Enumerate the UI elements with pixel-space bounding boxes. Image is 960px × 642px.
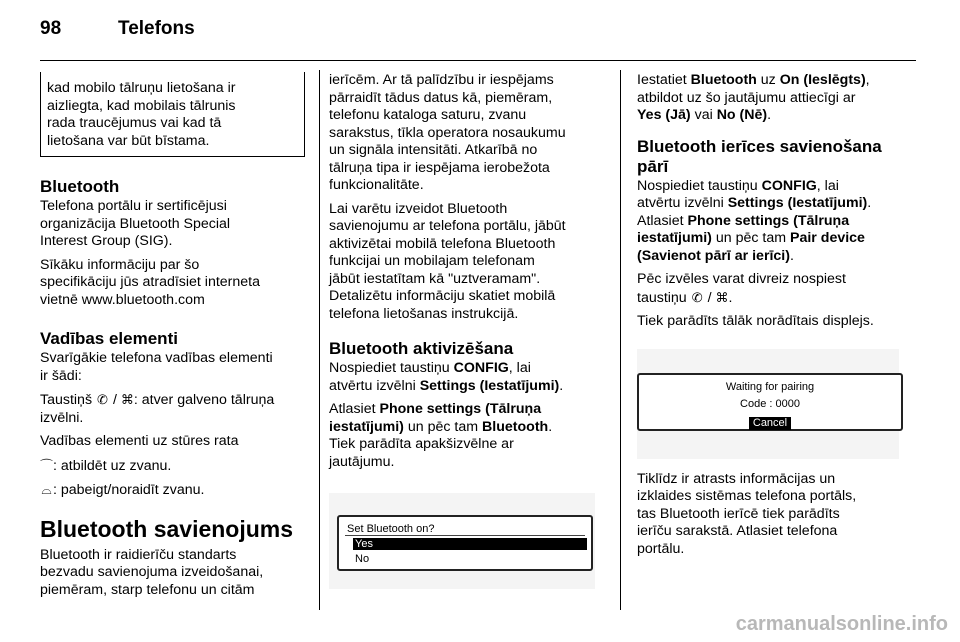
warning-line: lietošana var būt bīstama.	[47, 132, 210, 149]
column-2	[329, 72, 609, 589]
text-line: Bluetooth ir raidierīču standarts	[40, 546, 237, 563]
text-line: ir šādi:	[40, 367, 82, 384]
text-line: un signāla intensitāti. Atkarībā no	[329, 142, 538, 158]
phone-cross-icon: ⌘	[120, 392, 134, 407]
text-line: iestatījumi) un pēc tam Pair device	[637, 230, 865, 246]
warning-line: rada traucējumus vai kad tā	[47, 115, 222, 131]
warning-box	[40, 72, 305, 157]
paragraph-steering: Vadības elementi uz stūres rata	[40, 433, 239, 449]
text-line: Taustiņš ✆ / ⌘: atver galveno tālruņa	[40, 392, 275, 408]
text-line: Yes (Jā) vai No (Nē).	[637, 107, 772, 123]
heading-pairing: Bluetooth ierīces savienošana pārī	[637, 136, 882, 176]
phone-icon: ✆	[691, 289, 703, 305]
column-divider-2	[620, 70, 621, 610]
text-line: Nospiediet taustiņu CONFIG, lai	[329, 360, 531, 376]
column-divider-1	[319, 70, 320, 610]
paragraph-press-config	[329, 360, 609, 395]
text-line: Atlasiet Phone settings (Tālruņa	[637, 212, 850, 229]
display-option-yes: Yes	[353, 538, 587, 550]
paragraph-hangup: ⌓: pabeigt/noraidīt zvanu.	[41, 482, 205, 498]
heading-bluetooth-activation: Bluetooth aktivizēšana	[329, 339, 514, 358]
text-line: Telefona portālu ir sertificējusi	[40, 198, 227, 214]
text-line: Pēc izvēles varat divreiz nospiest	[637, 271, 846, 287]
text-line: Detalizētu informāciju skatiet mobilā	[329, 288, 556, 304]
text-line: telefonu kataloga saturu, zvanu	[329, 107, 527, 123]
text-line: ierīcēm. Ar tā palīdzību ir iespējams	[329, 72, 554, 88]
text-line: Sīkāku informāciju par šo	[40, 256, 200, 273]
page-number: 98	[40, 18, 62, 39]
display-option-no: No	[355, 553, 370, 565]
paragraph-setup	[329, 201, 609, 324]
text-line: aktivizētai mobilā telefona Bluetooth	[329, 235, 556, 252]
heading-controls: Vadības elementi	[40, 329, 178, 348]
text-line: portālu.	[637, 540, 685, 557]
paragraph-connection	[40, 547, 308, 600]
text-line: specifikāciju jūs atradīsiet interneta	[40, 274, 261, 290]
text-line: Iestatiet Bluetooth uz On (Ieslēgts),	[637, 72, 870, 88]
display-question: Set Bluetooth on?	[347, 523, 435, 535]
paragraph-press-twice	[637, 271, 927, 307]
text-line: tālruņa tipa ir iespējama ierobežota	[329, 159, 550, 176]
text-line: jautājumu.	[329, 453, 395, 470]
text-line: funkcionalitāte.	[329, 177, 424, 193]
text-line: savienojumu ar telefona portālu, jābūt	[329, 218, 566, 234]
running-head: Telefons	[118, 18, 195, 39]
display-set-bluetooth	[329, 493, 595, 589]
text-line: jābūt iestatītam kā "uztveramam".	[329, 270, 541, 287]
paragraph-found	[637, 471, 927, 559]
text-line: Nospiediet taustiņu CONFIG, lai	[637, 177, 839, 194]
paragraph-more-info	[40, 257, 308, 310]
display-waiting-pairing	[637, 349, 899, 459]
text-line: Interest Group (SIG).	[40, 233, 173, 249]
paragraph-answer: ⌒: atbildēt uz zvanu.	[40, 457, 172, 474]
text-line: atvērtu izvēlni Settings (Iestatījumi).	[637, 195, 872, 211]
text-line: vietnē www.bluetooth.com	[40, 291, 205, 308]
warning-line: aizliegta, kad mobilais tālrunis	[47, 97, 236, 114]
text-line: ierīču sarakstā. Atlasiet telefona	[637, 523, 838, 539]
text-line: organizācija Bluetooth Special	[40, 215, 231, 232]
display-screen	[337, 515, 593, 571]
paragraph-sig	[40, 198, 308, 251]
text-line: funkcijai un mobilajam telefonam	[329, 253, 535, 269]
text-line: Atlasiet Phone settings (Tālruņa	[329, 401, 542, 417]
text-line: bezvadu savienojuma izveidošanai,	[40, 564, 264, 580]
header-rule	[40, 60, 916, 61]
text-line: iestatījumi) un pēc tam Bluetooth.	[329, 418, 553, 435]
column-1	[40, 72, 308, 605]
text-line: telefona lietošanas instrukcijā.	[329, 305, 519, 322]
paragraph-controls-intro	[40, 350, 308, 385]
text-line: (Savienot pārī ar ierīci).	[637, 247, 794, 264]
paragraph-select	[329, 401, 609, 471]
text-line: pārraidīt tādus datus kā, piemēram,	[329, 89, 553, 106]
text-line: Svarīgākie telefona vadības elementi	[40, 350, 273, 366]
heading-bluetooth: Bluetooth	[40, 177, 120, 196]
heading-bluetooth-connection: Bluetooth savienojums	[40, 515, 294, 542]
paragraph-pair-steps	[637, 178, 927, 266]
text-line: Tiklīdz ir atrasts informācijas un	[637, 470, 836, 487]
text-line: sarakstus, tīkla operatora nosaukumu	[329, 124, 566, 141]
text-line: izklaides sistēmas telefona portāls,	[637, 488, 857, 504]
paragraph-continuation	[329, 72, 609, 195]
paragraph-set-on	[637, 72, 927, 125]
text-line: izvēlni.	[40, 409, 84, 426]
text-line: piemēram, starp telefonu un citām	[40, 581, 255, 598]
text-line: atvērtu izvēlni Settings (Iestatījumi).	[329, 377, 564, 394]
phone-icon: ✆	[97, 392, 108, 407]
paragraph-phone-key	[40, 391, 308, 427]
paragraph-display-shown: Tiek parādīts tālāk norādītais displejs.	[637, 313, 874, 329]
text-line: tas Bluetooth ierīcē tiek parādīts	[637, 505, 840, 522]
phone-cross-icon: ⌘	[715, 289, 729, 305]
text-line: taustiņu ✆ / ⌘.	[637, 289, 733, 306]
warning-line: kad mobilo tālruņu lietošana ir	[47, 80, 236, 96]
display-waiting-text: Waiting for pairing	[725, 380, 815, 393]
display-cancel-option: Cancel	[749, 417, 791, 430]
text-line: Lai varētu izveidot Bluetooth	[329, 200, 508, 217]
display-code-text: Code : 0000	[740, 398, 800, 410]
hangup-call-icon: ⌓	[41, 482, 52, 497]
text-line: atbildot uz šo jautājumu attiecīgi ar	[637, 89, 856, 106]
watermark: carmanualsonline.info	[735, 613, 948, 635]
display-screen	[637, 373, 903, 431]
column-3	[637, 72, 927, 564]
text-line: Tiek parādīta apakšizvēlne ar	[329, 436, 514, 452]
answer-call-icon: ⌒	[40, 457, 54, 473]
